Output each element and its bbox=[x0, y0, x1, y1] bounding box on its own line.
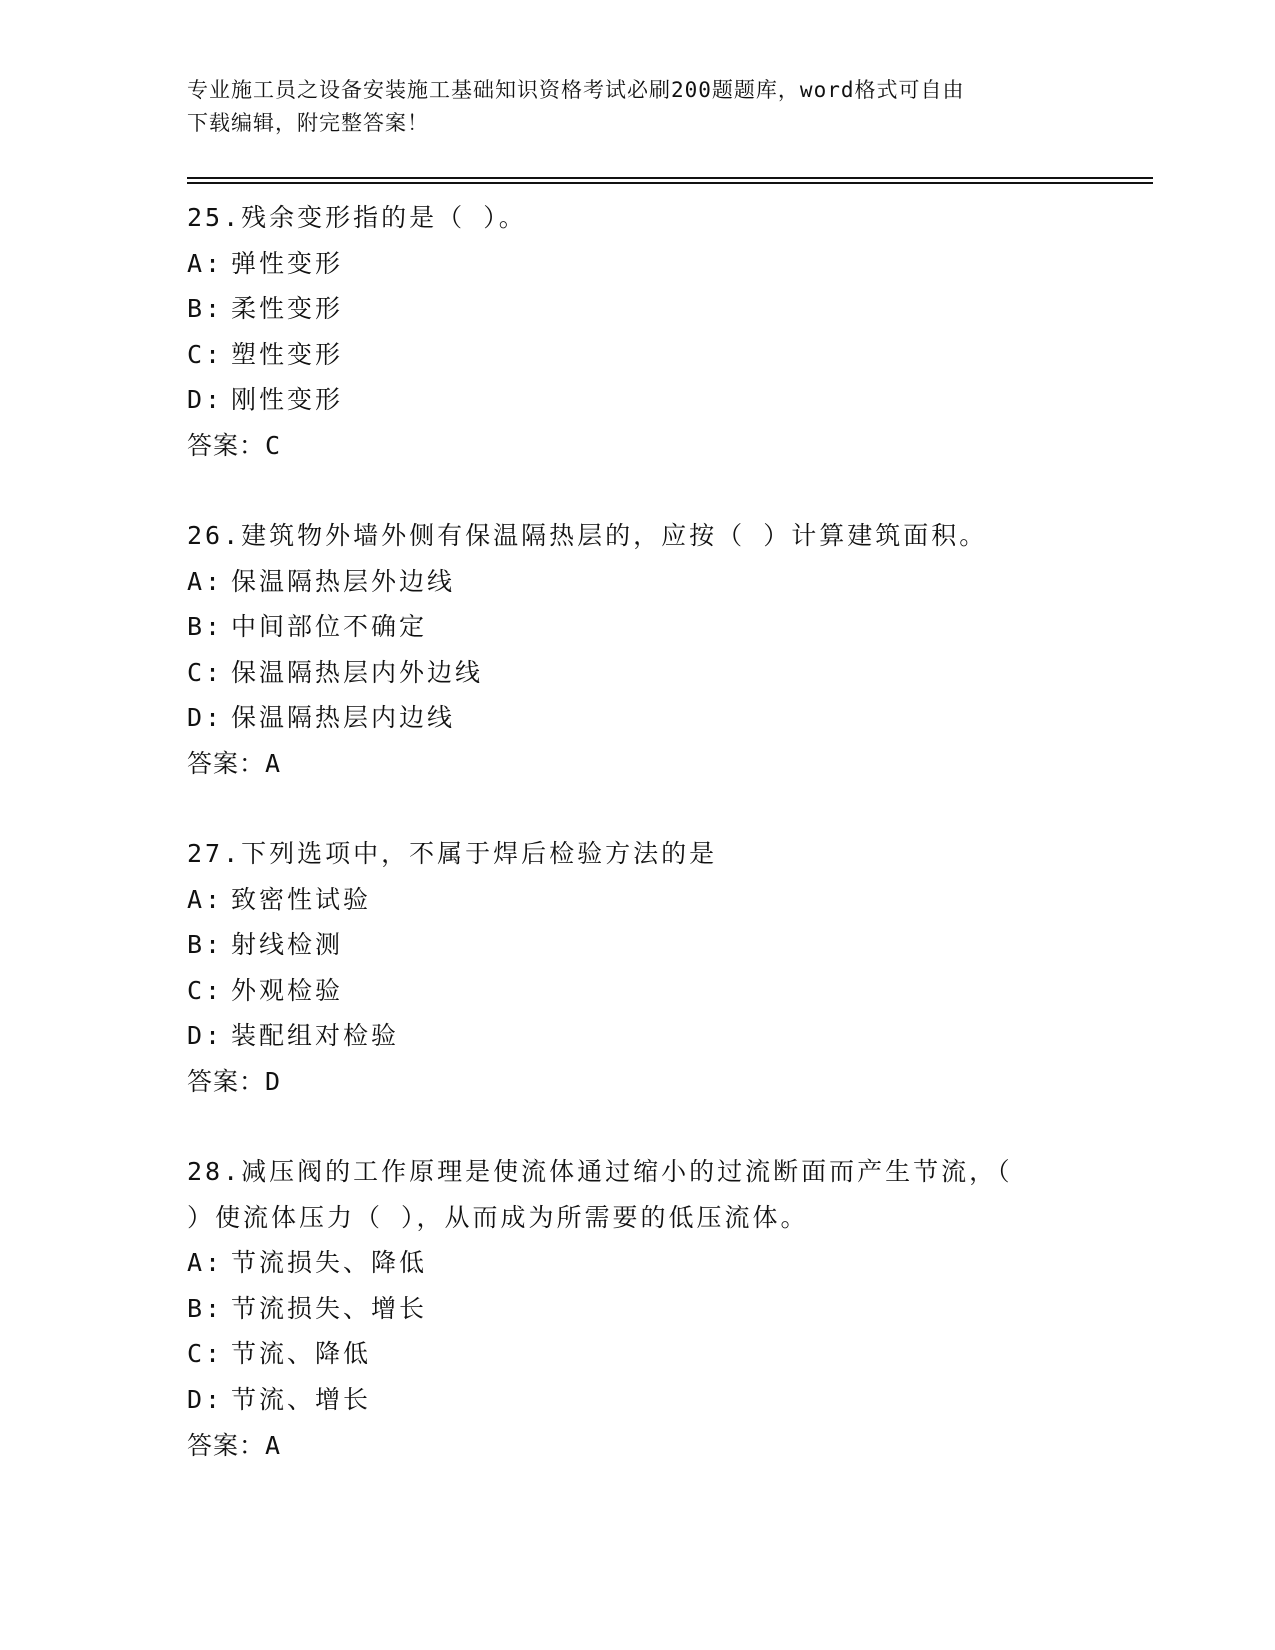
option-d bbox=[187, 1013, 1067, 1059]
option-text: 柔性变形 bbox=[231, 294, 344, 324]
question-28 bbox=[187, 1149, 1067, 1468]
option-c bbox=[187, 332, 1067, 378]
document-header bbox=[187, 74, 1067, 140]
answer-label: 答案： bbox=[187, 430, 266, 460]
option-text: 外观检验 bbox=[231, 975, 344, 1005]
question-stem: 28.减压阀的工作原理是使流体通过缩小的过流断面而产生节流，（ bbox=[187, 1157, 1013, 1186]
answer-value: C bbox=[265, 430, 282, 460]
answer-line bbox=[187, 423, 1067, 469]
option-key: C: bbox=[187, 339, 224, 369]
option-text: 弹性变形 bbox=[231, 248, 344, 278]
option-key: B: bbox=[187, 294, 224, 324]
option-a bbox=[187, 241, 1067, 287]
option-c bbox=[187, 1331, 1067, 1377]
header-divider-bottom bbox=[187, 182, 1153, 184]
option-text: 刚性变形 bbox=[231, 385, 344, 415]
option-text: 致密性试验 bbox=[231, 884, 372, 914]
option-d bbox=[187, 377, 1067, 423]
answer-value: A bbox=[265, 748, 282, 778]
header-divider-top bbox=[187, 177, 1153, 179]
answer-label: 答案： bbox=[187, 1430, 266, 1460]
option-text: 节流、降低 bbox=[231, 1339, 372, 1369]
option-key: B: bbox=[187, 612, 224, 642]
question-stem: 27.下列选项中，不属于焊后检验方法的是 bbox=[187, 839, 718, 868]
option-a bbox=[187, 877, 1067, 923]
option-key: C: bbox=[187, 1339, 224, 1369]
option-text: 射线检测 bbox=[231, 930, 344, 960]
option-text: 中间部位不确定 bbox=[231, 612, 428, 642]
answer-label: 答案： bbox=[187, 748, 266, 778]
option-b bbox=[187, 604, 1067, 650]
option-a bbox=[187, 1240, 1067, 1286]
option-c bbox=[187, 650, 1067, 696]
question-25 bbox=[187, 195, 1067, 469]
answer-line bbox=[187, 1423, 1067, 1469]
option-key: D: bbox=[187, 1384, 224, 1414]
question-27 bbox=[187, 831, 1067, 1105]
option-key: A: bbox=[187, 884, 224, 914]
option-text: 保温隔热层内边线 bbox=[231, 703, 456, 733]
option-d bbox=[187, 695, 1067, 741]
option-c bbox=[187, 968, 1067, 1014]
question-26 bbox=[187, 513, 1067, 787]
option-text: 塑性变形 bbox=[231, 339, 344, 369]
header-line-1: 专业施工员之设备安装施工基础知识资格考试必刷200题题库，word格式可自由 bbox=[187, 78, 965, 102]
option-key: D: bbox=[187, 703, 224, 733]
question-stem: 25.残余变形指的是（ ）。 bbox=[187, 203, 527, 232]
option-text: 保温隔热层外边线 bbox=[231, 566, 456, 596]
answer-value: A bbox=[265, 1430, 282, 1460]
question-stem: 26.建筑物外墙外侧有保温隔热层的，应按（ ）计算建筑面积。 bbox=[187, 521, 988, 550]
option-key: C: bbox=[187, 975, 224, 1005]
option-b bbox=[187, 286, 1067, 332]
option-key: A: bbox=[187, 1248, 224, 1278]
option-text: 节流、增长 bbox=[231, 1384, 372, 1414]
answer-line bbox=[187, 741, 1067, 787]
option-a bbox=[187, 559, 1067, 605]
option-text: 节流损失、增长 bbox=[231, 1293, 428, 1323]
option-key: A: bbox=[187, 248, 224, 278]
option-d bbox=[187, 1377, 1067, 1423]
option-text: 节流损失、降低 bbox=[231, 1248, 428, 1278]
option-text: 装配组对检验 bbox=[231, 1021, 400, 1051]
option-key: A: bbox=[187, 566, 224, 596]
option-b bbox=[187, 922, 1067, 968]
option-key: B: bbox=[187, 1293, 224, 1323]
header-line-2: 下载编辑，附完整答案！ bbox=[187, 111, 429, 135]
option-key: D: bbox=[187, 385, 224, 415]
question-stem-continued: ）使流体压力（ ），从而成为所需要的低压流体。 bbox=[187, 1202, 809, 1232]
option-key: C: bbox=[187, 657, 224, 687]
option-b bbox=[187, 1286, 1067, 1332]
answer-label: 答案： bbox=[187, 1066, 266, 1096]
answer-line bbox=[187, 1059, 1067, 1105]
answer-value: D bbox=[265, 1066, 282, 1096]
option-key: D: bbox=[187, 1021, 224, 1051]
option-key: B: bbox=[187, 930, 224, 960]
option-text: 保温隔热层内外边线 bbox=[231, 657, 484, 687]
